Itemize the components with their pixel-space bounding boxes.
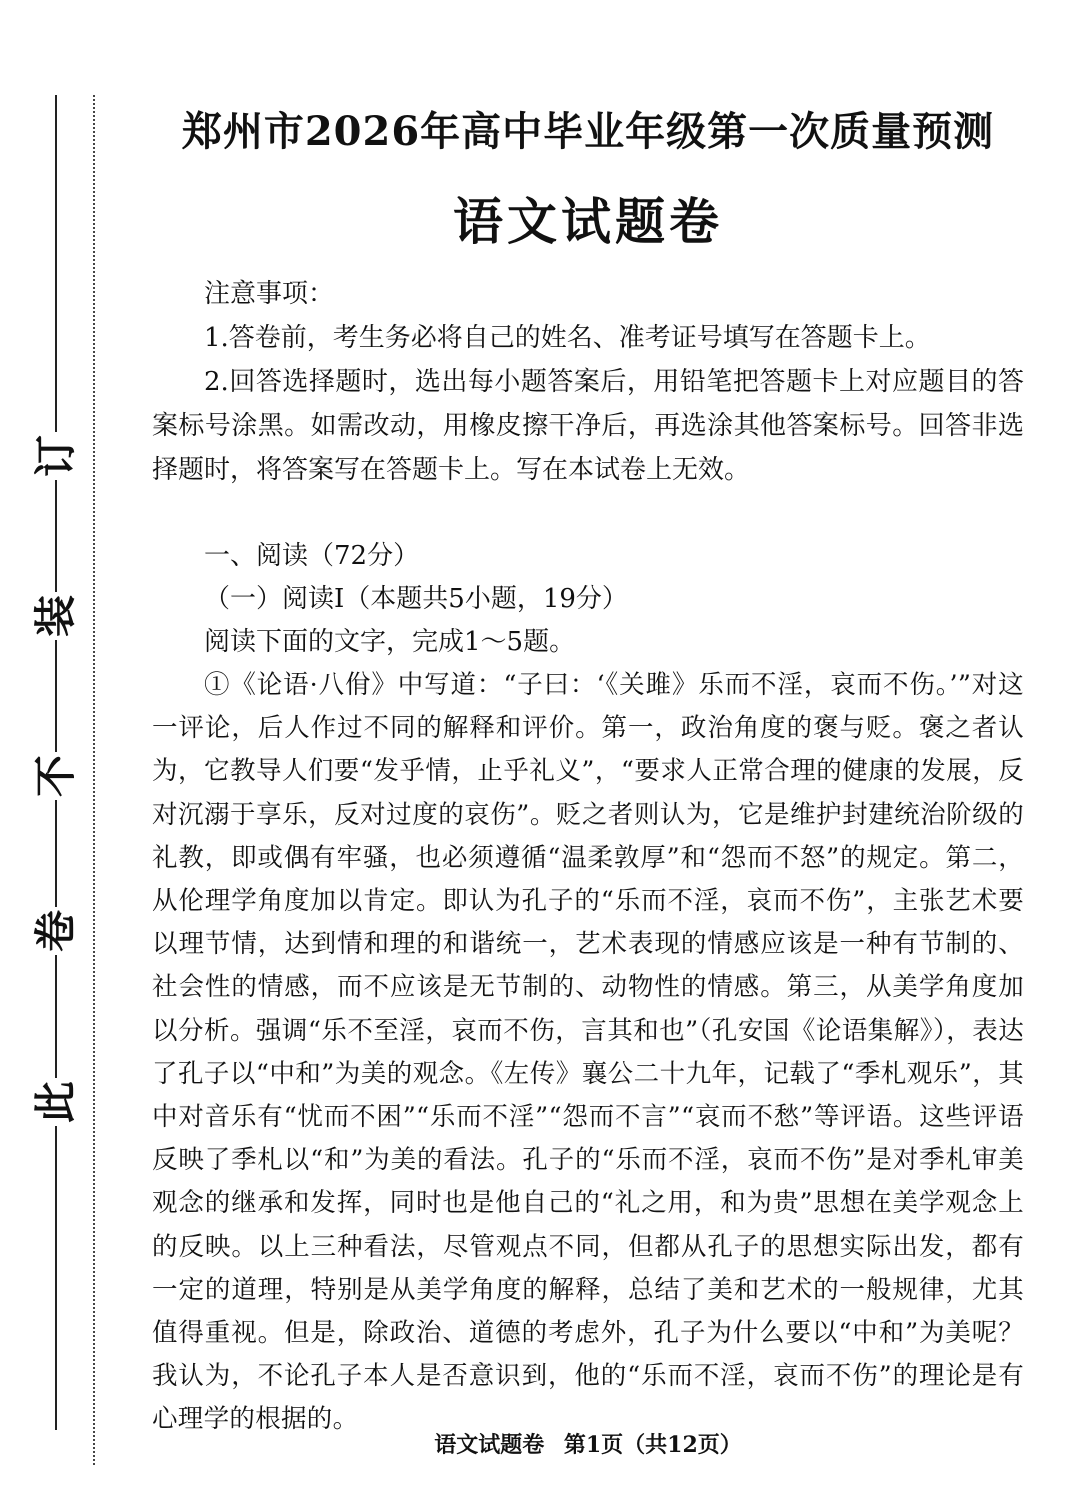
notice-heading: 注意事项： [204,279,335,309]
notice-item-1: 1.答卷前，考生务必将自己的姓名、准考证号填写在答题卡上。 [204,323,931,353]
notice-block [152,272,1024,492]
page-footer [152,1428,1024,1459]
notice-item-2: 2.回答选择题时，选出每小题答案后，用铅笔把答题卡上对应题目的答案标号涂黑。如需改动，用橡皮擦干净后，再选涂其他答案标号。回答非选择题时，将答案写在答题卡上。写在本试卷上无效。 [152,367,1024,485]
section-instruction: 阅读下面的文字，完成1～5题。 [204,627,576,657]
exam-title: 郑州市2026年高中毕业年级第一次质量预测 [181,108,995,155]
binding-char-1: 此 [32,1078,80,1126]
reading-section [152,535,1024,1442]
section-heading: 一、阅读（72分） [204,541,420,571]
footer-page-number: 第1页（共12页） [563,1432,742,1458]
binding-char-4: 装 [32,592,80,640]
binding-char-2: 卷 [32,907,80,955]
reading-paragraph-1: ①《论语·八佾》中写道：“子曰：‘《关雎》乐而不淫，哀而不伤。’”对这一评论，后人作过不同的解释和评价。第一，政治角度的褒与贬。褒之者认为，它教导人们要“发乎情，止乎礼义”，“要求人正常合理的健康的发展，反对沉溺于享乐，反对过度的哀伤”。贬之者则认为，它是维护封建统治阶级的礼教，即或偶有牢骚，也必须遵循“温柔敦厚”和“怨而不怒”的规定。第二，从伦理学角度加以肯定。即认为孔子的“乐而不淫，哀而不伤”，主张艺术要以理节情，达到情和理的和谐统一，艺术表现的情感应该是一种有节制的、社会性的情感，而不应该是无节制的、动物性的情感。第三，从美学角度加以分析。强调“乐不至淫，哀而不伤，言其和也”（孔安国《论语集解》），表达了孔子以“中和”为美的观念。《左传》襄公二十九年，记载了“季札观乐”，其中对音乐有“忧而不困”“乐而不淫”“怨而不言”“哀而不愁”等评语。这些评语反映了季札以“和”为美的看法。孔子的“乐而不淫，哀而不伤”是对季札审美观念的继承和发挥，同时也是他自己的“礼之用，和为贵”思想在美学观念上的反映。以上三种看法，尽管观点不同，但都从孔子的思想实际出发，都有一定的道理，特别是从美学角度的解释，总结了美和艺术的一般规律，尤其值得重视。但是，除政治、道德的考虑外，孔子为什么要以“中和”为美呢？我认为，不论孔子本人是否意识到，他的“乐而不淫，哀而不伤”的理论是有心理学的根据的。 [152,670,1024,1435]
exam-subtitle: 语文试题卷 [453,192,723,251]
binding-margin [0,0,100,1493]
exam-page [152,0,1024,1493]
binding-char-3: 不 [32,752,80,800]
footer-label: 语文试题卷 [434,1432,545,1458]
binding-char-5: 订 [32,432,80,480]
binding-dotted-line [93,95,95,1465]
section-subheading: （一）阅读Ⅰ（本题共5小题，19分） [204,584,628,614]
